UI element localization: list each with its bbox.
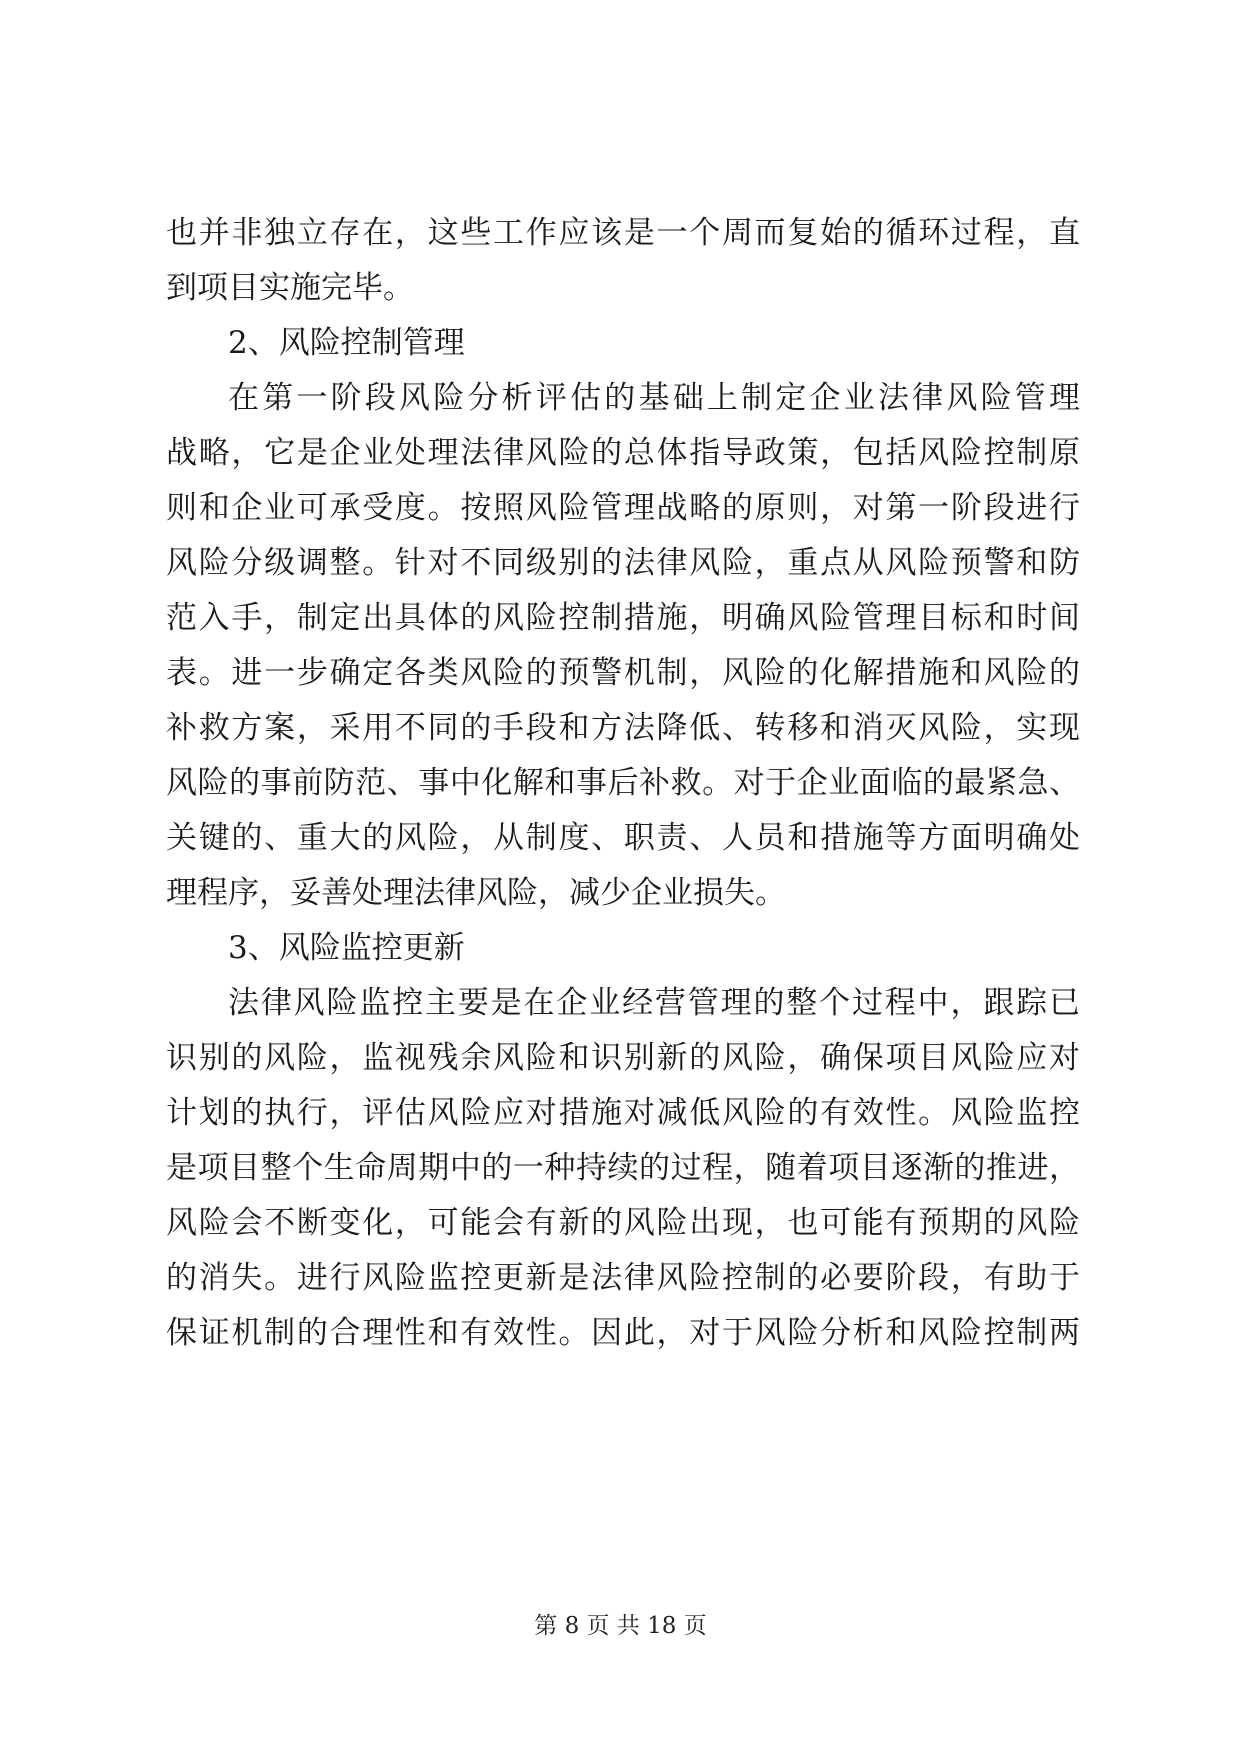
text-line: 到项目实施完毕。 [166, 270, 414, 306]
text-line: 风险分级调整。针对不同级别的法律风险，重点从风险预警和防 [166, 545, 1080, 581]
page-footer: 第 8 页 共 18 页 [534, 1613, 707, 1639]
text-line: 的消失。进行风险监控更新是法律风险控制的必要阶段，有助于 [166, 1260, 1080, 1296]
paragraph-first-line: 在第一阶段风险分析评估的基础上制定企业法律风险管理 [228, 380, 1080, 416]
section-heading: 2、风险控制管理 [228, 325, 465, 361]
text-line: 识别的风险，监视残余风险和识别新的风险，确保项目风险应对 [166, 1040, 1080, 1076]
text-line: 表。进一步确定各类风险的预警机制，风险的化解措施和风险的 [166, 655, 1080, 691]
text-line: 关键的、重大的风险，从制度、职责、人员和措施等方面明确处 [166, 820, 1080, 856]
text-line: 风险会不断变化，可能会有新的风险出现，也可能有预期的风险 [166, 1205, 1080, 1241]
text-line: 计划的执行，评估风险应对措施对减低风险的有效性。风险监控 [166, 1095, 1080, 1131]
text-line: 也并非独立存在，这些工作应该是一个周而复始的循环过程，直 [166, 215, 1080, 251]
text-line: 战略，它是企业处理法律风险的总体指导政策，包括风险控制原 [166, 435, 1080, 471]
text-line: 风险的事前防范、事中化解和事后补救。对于企业面临的最紧急、 [166, 765, 1080, 801]
text-line: 理程序，妥善处理法律风险，减少企业损失。 [166, 875, 786, 911]
section-heading: 3、风险监控更新 [228, 930, 465, 966]
paragraph-first-line: 法律风险监控主要是在企业经营管理的整个过程中，跟踪已 [228, 985, 1080, 1021]
text-line: 范入手，制定出具体的风险控制措施，明确风险管理目标和时间 [166, 600, 1080, 636]
text-line: 是项目整个生命周期中的一种持续的过程，随着项目逐渐的推进， [166, 1150, 1080, 1186]
text-line: 补救方案，采用不同的手段和方法降低、转移和消灭风险，实现 [166, 710, 1080, 746]
text-line: 则和企业可承受度。按照风险管理战略的原则，对第一阶段进行 [166, 490, 1080, 526]
text-line: 保证机制的合理性和有效性。因此，对于风险分析和风险控制两 [166, 1315, 1080, 1351]
